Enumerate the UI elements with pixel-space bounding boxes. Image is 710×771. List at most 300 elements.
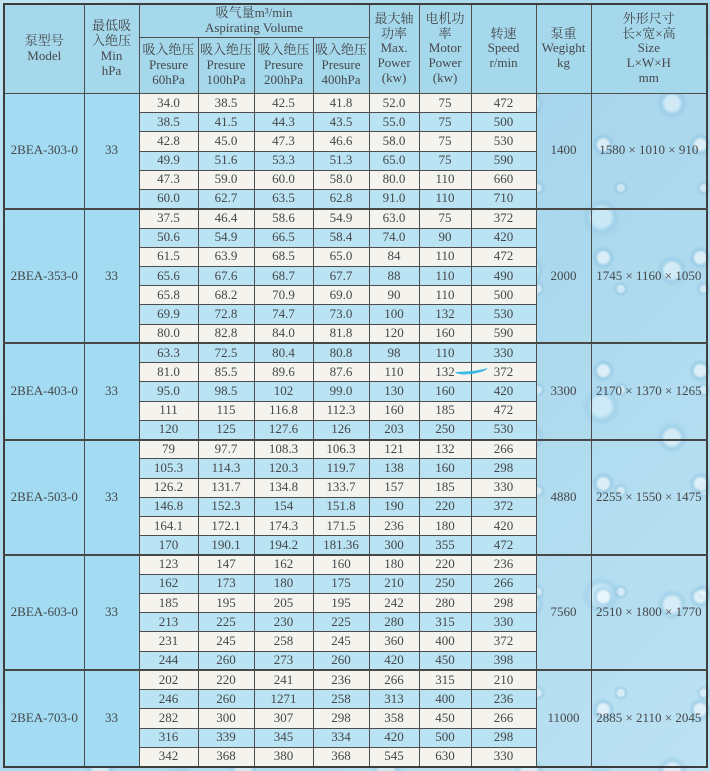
cell-vol-100hpa: 225: [198, 613, 254, 632]
cell-speed: 590: [471, 151, 536, 170]
cell-vol-100hpa: 152.3: [198, 497, 254, 516]
cell-speed: 330: [471, 747, 536, 767]
cell-model: 2BEA-603-0: [4, 555, 84, 670]
cell-motor-power: 160: [419, 459, 471, 478]
cell-max-power: 420: [369, 651, 419, 670]
cell-motor-power: 110: [419, 266, 471, 285]
header-sub-400hpa-en: Presure: [321, 56, 361, 72]
header-max-power-en1: Max.: [380, 40, 408, 56]
cell-speed: 266: [471, 574, 536, 593]
cell-speed: 330: [471, 343, 536, 362]
cell-vol-60hpa: 213: [139, 613, 198, 632]
cell-speed: 420: [471, 382, 536, 401]
cell-weight: 7560: [536, 555, 591, 670]
cell-max-power: 280: [369, 613, 419, 632]
cell-vol-100hpa: 72.5: [198, 343, 254, 362]
cell-motor-power: 110: [419, 247, 471, 266]
cell-vol-400hpa: 51.3: [313, 151, 369, 170]
cell-vol-200hpa: 205: [254, 593, 313, 612]
cell-vol-60hpa: 146.8: [139, 497, 198, 516]
cell-model: 2BEA-403-0: [4, 343, 84, 439]
cell-vol-400hpa: 99.0: [313, 382, 369, 401]
cell-vol-100hpa: 54.9: [198, 228, 254, 247]
cell-vol-60hpa: 80.0: [139, 324, 198, 343]
header-model-zh: 泵型号: [24, 33, 64, 48]
cell-motor-power: 75: [419, 93, 471, 112]
cell-vol-200hpa: 74.7: [254, 305, 313, 324]
header-weight: [536, 4, 591, 93]
cell-max-power: 100: [369, 305, 419, 324]
cell-vol-400hpa: 225: [313, 613, 369, 632]
cell-size: 2510 × 1800 × 1770: [591, 555, 707, 670]
cell-motor-power: 630: [419, 747, 471, 767]
cell-vol-60hpa: 164.1: [139, 517, 198, 536]
header-size-en: Size: [637, 40, 660, 56]
cell-vol-100hpa: 195: [198, 593, 254, 612]
cell-motor-power: 132: [419, 363, 471, 382]
cell-speed: 372: [471, 209, 536, 228]
cell-speed: 472: [471, 401, 536, 420]
header-aspirating-volume: [139, 4, 369, 37]
cell-vol-400hpa: 62.8: [313, 190, 369, 209]
cell-model: 2BEA-303-0: [4, 93, 84, 208]
cell-vol-100hpa: 62.7: [198, 190, 254, 209]
cell-weight: 1400: [536, 93, 591, 208]
cell-vol-200hpa: 174.3: [254, 517, 313, 536]
cell-vol-400hpa: 80.8: [313, 343, 369, 362]
cell-vol-60hpa: 47.3: [139, 170, 198, 189]
cell-vol-100hpa: 46.4: [198, 209, 254, 228]
cell-weight: 3300: [536, 343, 591, 439]
cell-vol-100hpa: 300: [198, 709, 254, 728]
pump-spec-table: [3, 3, 708, 768]
cell-vol-60hpa: 49.9: [139, 151, 198, 170]
cell-vol-100hpa: 114.3: [198, 459, 254, 478]
header-motor-power-en2: Power: [428, 55, 462, 71]
cell-max-power: 160: [369, 401, 419, 420]
cell-vol-400hpa: 106.3: [313, 440, 369, 459]
cell-speed: 472: [471, 247, 536, 266]
cell-motor-power: 450: [419, 651, 471, 670]
cell-model: 2BEA-503-0: [4, 440, 84, 555]
cell-vol-200hpa: 307: [254, 709, 313, 728]
cell-vol-400hpa: 171.5: [313, 517, 369, 536]
header-size-en2: L×W×H: [626, 55, 671, 71]
cell-vol-400hpa: 54.9: [313, 209, 369, 228]
cell-vol-200hpa: 345: [254, 728, 313, 747]
cell-model: 2BEA-703-0: [4, 670, 84, 767]
header-sub-60hpa-en: Presure: [149, 56, 188, 72]
cell-vol-100hpa: 245: [198, 632, 254, 651]
cell-size: 2255 × 1550 × 1475: [591, 440, 707, 555]
cell-motor-power: 185: [419, 478, 471, 497]
cell-max-power: 63.0: [369, 209, 419, 228]
cell-vol-200hpa: 102: [254, 382, 313, 401]
cell-speed: 710: [471, 190, 536, 209]
cell-speed: 372: [471, 363, 536, 382]
cell-vol-100hpa: 115: [198, 401, 254, 420]
cell-vol-100hpa: 368: [198, 747, 254, 767]
cell-vol-100hpa: 67.6: [198, 266, 254, 285]
cell-vol-60hpa: 60.0: [139, 190, 198, 209]
cell-vol-60hpa: 42.8: [139, 132, 198, 151]
cell-vol-60hpa: 170: [139, 536, 198, 555]
cell-vol-100hpa: 173: [198, 574, 254, 593]
cell-vol-400hpa: 236: [313, 670, 369, 689]
cell-vol-400hpa: 334: [313, 728, 369, 747]
cell-motor-power: 185: [419, 401, 471, 420]
cell-vol-100hpa: 68.2: [198, 286, 254, 305]
cell-vol-200hpa: 241: [254, 670, 313, 689]
cell-vol-400hpa: 126: [313, 420, 369, 439]
cell-vol-200hpa: 134.8: [254, 478, 313, 497]
cell-motor-power: 220: [419, 497, 471, 516]
cell-motor-power: 75: [419, 132, 471, 151]
header-sub-400hpa-zh: 吸入绝压: [315, 41, 368, 57]
cell-speed: 398: [471, 651, 536, 670]
cell-vol-400hpa: 46.6: [313, 132, 369, 151]
cell-motor-power: 110: [419, 190, 471, 209]
header-speed-zh: 转速: [490, 25, 517, 41]
header-speed-en: Speed: [487, 40, 520, 56]
header-motor-power-zh: 电机功率: [425, 10, 465, 41]
cell-vol-200hpa: 42.5: [254, 93, 313, 112]
header-aspirating-zh: 吸气量m³/min: [215, 5, 293, 20]
cell-max-power: 157: [369, 478, 419, 497]
cell-vol-100hpa: 125: [198, 420, 254, 439]
cell-vol-400hpa: 65.0: [313, 247, 369, 266]
cell-vol-200hpa: 53.3: [254, 151, 313, 170]
cell-vol-400hpa: 81.8: [313, 324, 369, 343]
cell-speed: 236: [471, 690, 536, 709]
header-aspirating-en: Aspirating Volume: [204, 19, 304, 35]
cell-vol-400hpa: 43.5: [313, 113, 369, 132]
cell-max-power: 420: [369, 728, 419, 747]
cell-vol-200hpa: 70.9: [254, 286, 313, 305]
cell-vol-60hpa: 120: [139, 420, 198, 439]
header-sub-60hpa-val: 60hPa: [152, 71, 185, 87]
cell-vol-400hpa: 69.0: [313, 286, 369, 305]
cell-max-power: 121: [369, 440, 419, 459]
cell-vol-100hpa: 190.1: [198, 536, 254, 555]
cell-speed: 298: [471, 459, 536, 478]
cell-model: 2BEA-353-0: [4, 209, 84, 344]
header-min-en: Min: [100, 47, 123, 63]
header-sub-400hpa: [313, 37, 369, 93]
cell-max-power: 210: [369, 574, 419, 593]
cell-speed: 266: [471, 709, 536, 728]
header-sub-60hpa-zh: 吸入绝压: [142, 41, 195, 57]
cell-vol-60hpa: 123: [139, 555, 198, 574]
cell-max-power: 300: [369, 536, 419, 555]
cell-max-power: 120: [369, 324, 419, 343]
cell-vol-100hpa: 85.5: [198, 363, 254, 382]
cell-speed: 420: [471, 517, 536, 536]
cell-vol-60hpa: 316: [139, 728, 198, 747]
cell-vol-100hpa: 63.9: [198, 247, 254, 266]
cell-vol-200hpa: 66.5: [254, 228, 313, 247]
cell-vol-400hpa: 73.0: [313, 305, 369, 324]
table-row: [4, 209, 707, 228]
cell-max-power: 242: [369, 593, 419, 612]
cell-motor-power: 280: [419, 593, 471, 612]
cell-vol-200hpa: 47.3: [254, 132, 313, 151]
cell-max-power: 545: [369, 747, 419, 767]
cell-vol-100hpa: 38.5: [198, 93, 254, 112]
header-sub-100hpa-en: Presure: [206, 56, 246, 72]
cell-speed: 472: [471, 93, 536, 112]
table-row: [4, 555, 707, 574]
cell-max-power: 88: [369, 266, 419, 285]
cell-max-power: 130: [369, 382, 419, 401]
cell-vol-100hpa: 131.7: [198, 478, 254, 497]
table-body: [4, 93, 707, 767]
cell-motor-power: 250: [419, 574, 471, 593]
cell-speed: 372: [471, 632, 536, 651]
header-size: [591, 4, 707, 93]
cell-vol-200hpa: 120.3: [254, 459, 313, 478]
cell-max-power: 138: [369, 459, 419, 478]
cell-vol-60hpa: 244: [139, 651, 198, 670]
cell-vol-400hpa: 175: [313, 574, 369, 593]
cell-motor-power: 75: [419, 113, 471, 132]
cell-min-pressure: 33: [84, 670, 139, 767]
header-max-power-zh: 最大轴功率: [374, 10, 414, 41]
cell-vol-400hpa: 195: [313, 593, 369, 612]
cell-max-power: 313: [369, 690, 419, 709]
cell-min-pressure: 33: [84, 440, 139, 555]
cell-motor-power: 160: [419, 382, 471, 401]
cell-max-power: 52.0: [369, 93, 419, 112]
cell-speed: 420: [471, 228, 536, 247]
cell-vol-400hpa: 151.8: [313, 497, 369, 516]
cell-vol-200hpa: 68.5: [254, 247, 313, 266]
cell-motor-power: 315: [419, 670, 471, 689]
cell-vol-400hpa: 58.0: [313, 170, 369, 189]
cell-vol-100hpa: 45.0: [198, 132, 254, 151]
table-row: [4, 93, 707, 112]
header-sub-200hpa-val: 200hPa: [264, 71, 303, 87]
cell-motor-power: 220: [419, 555, 471, 574]
cell-vol-60hpa: 282: [139, 709, 198, 728]
header-motor-power-unit: (kw): [432, 70, 458, 86]
cell-max-power: 360: [369, 632, 419, 651]
cell-vol-60hpa: 63.3: [139, 343, 198, 362]
cell-vol-400hpa: 119.7: [313, 459, 369, 478]
cell-max-power: 65.0: [369, 151, 419, 170]
table-row: [4, 670, 707, 689]
cell-speed: 660: [471, 170, 536, 189]
header-sub-100hpa-val: 100hPa: [206, 71, 246, 87]
cell-vol-60hpa: 79: [139, 440, 198, 459]
cell-motor-power: 400: [419, 690, 471, 709]
cell-motor-power: 110: [419, 170, 471, 189]
cell-vol-60hpa: 34.0: [139, 93, 198, 112]
header-sub-60hpa: [139, 37, 198, 93]
cell-speed: 330: [471, 478, 536, 497]
cell-vol-200hpa: 1271: [254, 690, 313, 709]
cell-vol-100hpa: 59.0: [198, 170, 254, 189]
header-sub-100hpa-zh: 吸入绝压: [199, 41, 252, 57]
header-min-unit: hPa: [101, 62, 122, 78]
cell-vol-400hpa: 112.3: [313, 401, 369, 420]
cell-vol-400hpa: 87.6: [313, 363, 369, 382]
cell-speed: 210: [471, 670, 536, 689]
cell-vol-400hpa: 298: [313, 709, 369, 728]
cell-max-power: 55.0: [369, 113, 419, 132]
header-size-zh2: 长×宽×高: [621, 25, 676, 41]
header-motor-power: [419, 4, 471, 93]
cell-vol-200hpa: 180: [254, 574, 313, 593]
cell-min-pressure: 33: [84, 209, 139, 344]
cell-max-power: 90: [369, 286, 419, 305]
cell-vol-60hpa: 65.6: [139, 266, 198, 285]
cell-max-power: 358: [369, 709, 419, 728]
table-row: [4, 440, 707, 459]
cell-motor-power: 355: [419, 536, 471, 555]
cell-vol-400hpa: 368: [313, 747, 369, 767]
cell-motor-power: 75: [419, 151, 471, 170]
cell-vol-400hpa: 181.36: [313, 536, 369, 555]
cell-weight: 2000: [536, 209, 591, 344]
cell-vol-400hpa: 58.4: [313, 228, 369, 247]
cell-vol-60hpa: 246: [139, 690, 198, 709]
cell-vol-60hpa: 95.0: [139, 382, 198, 401]
header-model-en: Model: [27, 47, 62, 63]
cell-vol-200hpa: 89.6: [254, 363, 313, 382]
cell-vol-60hpa: 126.2: [139, 478, 198, 497]
header-max-power-unit: (kw): [381, 70, 407, 86]
cell-vol-400hpa: 160: [313, 555, 369, 574]
cell-vol-60hpa: 162: [139, 574, 198, 593]
cell-speed: 330: [471, 613, 536, 632]
cell-motor-power: 110: [419, 286, 471, 305]
cell-max-power: 98: [369, 343, 419, 362]
cell-size: 2170 × 1370 × 1265: [591, 343, 707, 439]
cell-speed: 500: [471, 113, 536, 132]
header-sub-400hpa-val: 400hPa: [321, 71, 361, 87]
cell-vol-100hpa: 72.8: [198, 305, 254, 324]
header-size-unit: mm: [638, 70, 659, 86]
cell-max-power: 80.0: [369, 170, 419, 189]
cell-size: 2885 × 2110 × 2045: [591, 670, 707, 767]
cell-vol-200hpa: 127.6: [254, 420, 313, 439]
cell-max-power: 190: [369, 497, 419, 516]
cell-vol-200hpa: 68.7: [254, 266, 313, 285]
cell-vol-60hpa: 65.8: [139, 286, 198, 305]
cell-motor-power: 132: [419, 305, 471, 324]
header-min-pressure: [84, 4, 139, 93]
cell-speed: 236: [471, 555, 536, 574]
cell-vol-400hpa: 41.8: [313, 93, 369, 112]
table-header: [4, 4, 707, 93]
cell-speed: 490: [471, 266, 536, 285]
cell-speed: 530: [471, 305, 536, 324]
cell-speed: 590: [471, 324, 536, 343]
cell-speed: 500: [471, 286, 536, 305]
cell-max-power: 236: [369, 517, 419, 536]
cell-speed: 298: [471, 728, 536, 747]
cell-vol-60hpa: 342: [139, 747, 198, 767]
cell-motor-power: 450: [419, 709, 471, 728]
cell-motor-power: 180: [419, 517, 471, 536]
cell-vol-200hpa: 154: [254, 497, 313, 516]
cell-max-power: 203: [369, 420, 419, 439]
cell-max-power: 84: [369, 247, 419, 266]
cell-vol-400hpa: 260: [313, 651, 369, 670]
cell-vol-100hpa: 97.7: [198, 440, 254, 459]
cell-vol-200hpa: 60.0: [254, 170, 313, 189]
cell-vol-60hpa: 37.5: [139, 209, 198, 228]
cell-speed: 266: [471, 440, 536, 459]
cell-vol-200hpa: 44.3: [254, 113, 313, 132]
cell-speed: 530: [471, 132, 536, 151]
cell-max-power: 58.0: [369, 132, 419, 151]
cell-vol-200hpa: 258: [254, 632, 313, 651]
header-sub-200hpa-zh: 吸入绝压: [257, 41, 310, 57]
cell-vol-100hpa: 51.6: [198, 151, 254, 170]
cell-max-power: 266: [369, 670, 419, 689]
cell-vol-200hpa: 116.8: [254, 401, 313, 420]
cell-vol-100hpa: 41.5: [198, 113, 254, 132]
header-speed: [471, 4, 536, 93]
header-weight-en: Wegight: [541, 40, 586, 56]
cell-motor-power: 75: [419, 209, 471, 228]
cell-vol-60hpa: 231: [139, 632, 198, 651]
cell-motor-power: 160: [419, 324, 471, 343]
cell-max-power: 91.0: [369, 190, 419, 209]
header-max-power: [369, 4, 419, 93]
cell-vol-200hpa: 162: [254, 555, 313, 574]
cell-max-power: 180: [369, 555, 419, 574]
cell-weight: 4880: [536, 440, 591, 555]
cell-motor-power: 400: [419, 632, 471, 651]
cell-weight: 11000: [536, 670, 591, 767]
header-max-power-en2: Power: [377, 55, 411, 71]
cell-vol-200hpa: 84.0: [254, 324, 313, 343]
cell-max-power: 74.0: [369, 228, 419, 247]
cell-min-pressure: 33: [84, 93, 139, 208]
header-weight-unit: kg: [557, 55, 571, 71]
cell-vol-400hpa: 258: [313, 690, 369, 709]
cell-motor-power: 500: [419, 728, 471, 747]
cell-vol-200hpa: 58.6: [254, 209, 313, 228]
cell-vol-100hpa: 147: [198, 555, 254, 574]
cell-vol-100hpa: 260: [198, 690, 254, 709]
cell-vol-400hpa: 133.7: [313, 478, 369, 497]
header-sub-200hpa-en: Presure: [264, 56, 303, 72]
header-speed-unit: r/min: [489, 55, 518, 71]
cell-vol-100hpa: 82.8: [198, 324, 254, 343]
cell-vol-60hpa: 38.5: [139, 113, 198, 132]
cell-motor-power: 315: [419, 613, 471, 632]
cell-vol-60hpa: 69.9: [139, 305, 198, 324]
header-motor-power-en1: Motor: [428, 40, 462, 56]
cell-min-pressure: 33: [84, 343, 139, 439]
header-model: [4, 4, 84, 93]
cell-size: 1745 × 1160 × 1050: [591, 209, 707, 344]
cell-motor-power: 90: [419, 228, 471, 247]
cell-vol-60hpa: 185: [139, 593, 198, 612]
cell-vol-100hpa: 339: [198, 728, 254, 747]
cell-vol-100hpa: 98.5: [198, 382, 254, 401]
cell-vol-60hpa: 61.5: [139, 247, 198, 266]
cell-vol-60hpa: 81.0: [139, 363, 198, 382]
cell-max-power: 110: [369, 363, 419, 382]
cell-vol-200hpa: 108.3: [254, 440, 313, 459]
cell-motor-power: 110: [419, 343, 471, 362]
cell-vol-60hpa: 202: [139, 670, 198, 689]
